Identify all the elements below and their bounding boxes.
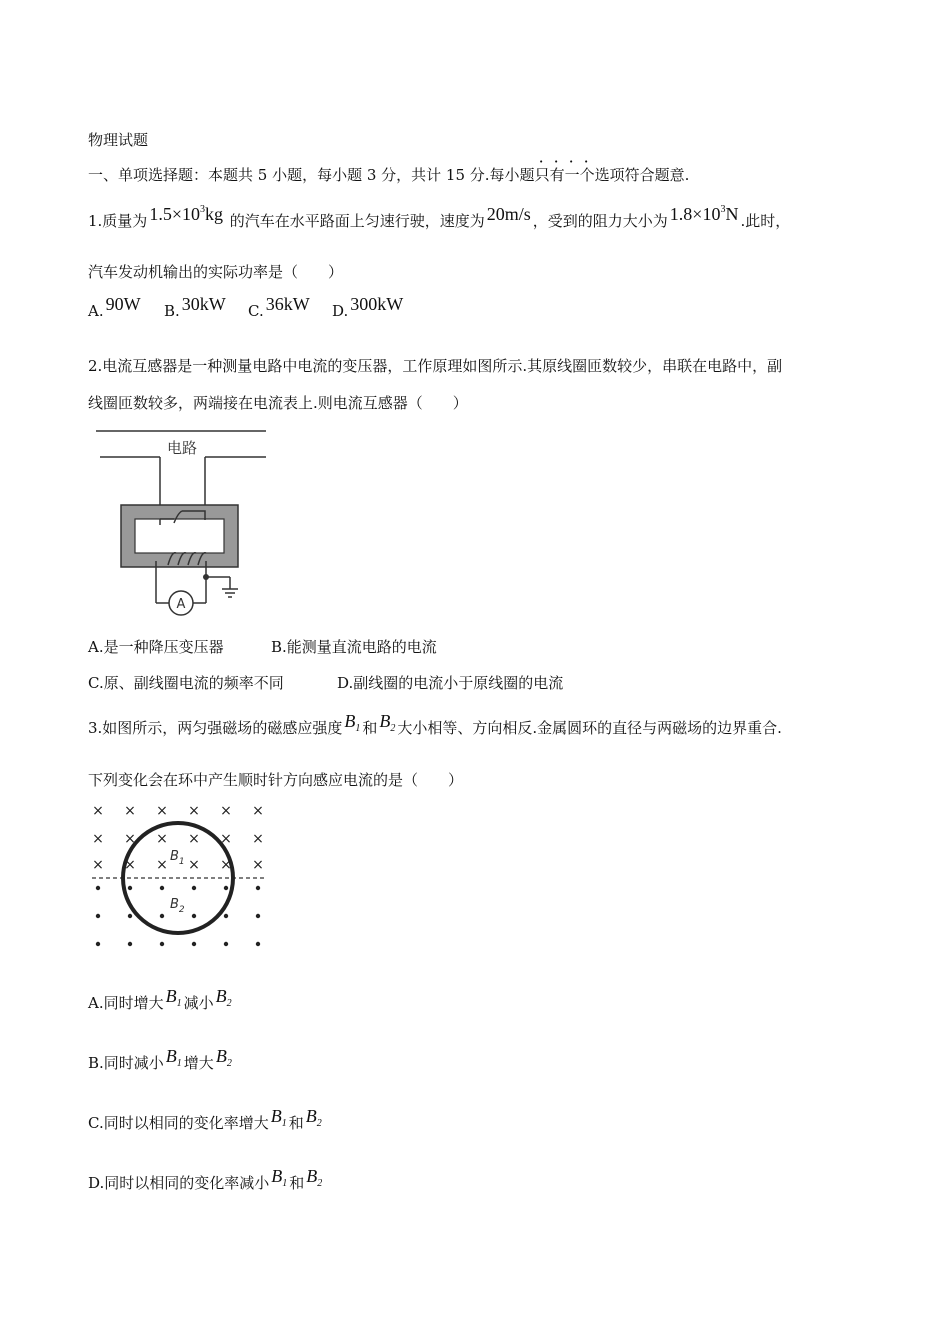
q1-option-a: A. 90W [88,294,141,320]
field-cross-mark: × [92,857,104,873]
q2-option-b: B.能测量直流电路的电流 [271,638,437,656]
section-heading [88,165,689,185]
q2-stem-line2: 线圈匝数较多，两端接在电流表上.则电流互感器（ ） [88,394,468,412]
field-dot-mark [96,942,100,946]
field-cross-mark: × [156,831,168,847]
ammeter-label: A [176,597,186,612]
q1-speed: 20m/s [486,204,531,224]
q3-and: 和 [362,719,378,737]
field-dot-mark [96,886,100,890]
field-dot-mark [192,886,196,890]
q1-text: ，受到的阻力大小为 [532,212,668,230]
q1-mass: $1.5\times 10^3kg$ [149,204,223,224]
field-cross-mark: × [156,803,168,819]
field-cross-mark: × [156,857,168,873]
field-cross-mark: × [220,803,232,819]
emphasis-char: 一 [564,166,580,184]
field-dot-mark [128,886,132,890]
field-cross-mark: × [220,831,232,847]
q2-stem-line1: 2.电流互感器是一种测量电路中电流的变压器，工作原理如图所示.其原线圈匝数较少，串联在电路中，副 [88,357,783,375]
page-title: 物理试题 [88,131,149,149]
magnetic-field-figure [88,800,268,950]
field-dot-mark [160,886,164,890]
q3-option-c: C.同时以相同的变化率增大 $B_1$ 和 $B_2$ [88,1106,322,1132]
q1-text: .此时， [740,212,791,230]
q1-force: $1.8\times 10^3N$ [669,204,739,224]
field-cross-mark: × [124,831,136,847]
emphasis-char: 有 [549,166,565,184]
field-dot-mark [160,942,164,946]
q3-text: 大小相等、方向相反.金属圆环的直径与两磁场的边界重合. [397,719,782,737]
emphasis-char: 个 [579,166,595,184]
field-cross-mark: × [188,831,200,847]
q3-prefix: 3.如图所示，两匀强磁场的磁感应强度 [88,719,343,737]
field-dot-mark [128,914,132,918]
emphasis-char: 只 [534,166,550,184]
b1-label: $B_1$ [170,849,185,867]
q2-option-a: A.是一种降压变压器 [88,638,224,656]
field-cross-mark: × [252,803,264,819]
field-dot-mark [224,914,228,918]
section-tail: 选项符合题意. [594,166,690,184]
field-dot-mark [192,942,196,946]
b1-symbol: $B_1$ [344,711,361,734]
field-cross-mark: × [92,831,104,847]
field-dot-mark [224,942,228,946]
q1-stem-line1 [88,204,791,234]
q3-option-b: B.同时减小 $B_1$ 增大 $B_2$ [88,1046,232,1072]
q1-option-c: C. 36kW [248,294,310,320]
b2-symbol: $B_2$ [379,711,396,734]
field-cross-mark: × [220,857,232,873]
field-dot-mark [160,914,164,918]
field-cross-mark: × [252,857,264,873]
q1-option-d: D. 300kW [332,294,404,320]
field-dot-mark [256,914,260,918]
field-cross-mark: × [252,831,264,847]
q3-stem-line2: 下列变化会在环中产生顺时针方向感应电流的是（ ） [88,771,464,789]
field-dot-mark [256,886,260,890]
field-cross-mark: × [188,803,200,819]
q2-options-row2 [88,673,563,693]
field-cross-mark: × [124,857,136,873]
q1-options [88,294,405,321]
field-dot-mark [192,914,196,918]
field-dot-mark [96,914,100,918]
field-dot-mark [256,942,260,946]
q1-text: 的汽车在水平路面上匀速行驶，速度为 [229,212,485,230]
q1-option-b: B. 30kW [164,294,226,320]
q2-options-row1 [88,637,437,657]
section-lead: 一、单项选择题：本题共 5 小题，每小题 3 分，共计 15 分.每小题 [88,166,535,184]
field-dot-mark [128,942,132,946]
q3-option-d: D.同时以相同的变化率减小 $B_1$ 和 $B_2$ [88,1166,323,1192]
field-dot-mark [224,886,228,890]
field-cross-mark: × [124,803,136,819]
q3-stem-line1 [88,711,782,741]
q1-prefix: 1.质量为 [88,212,148,230]
field-cross-mark: × [188,857,200,873]
field-cross-mark: × [92,803,104,819]
circuit-label: 电路 [166,439,198,457]
b2-label: $B_2$ [170,897,185,915]
q1-stem-line2: 汽车发动机输出的实际功率是（ ） [88,263,344,281]
q3-option-a: A.同时增大 $B_1$ 减小 $B_2$ [88,986,232,1012]
q2-option-c: C.原、副线圈电流的频率不同 [88,674,284,692]
q2-option-d: D.副线圈的电流小于原线圈的电流 [337,674,564,692]
current-transformer-figure [90,425,270,625]
